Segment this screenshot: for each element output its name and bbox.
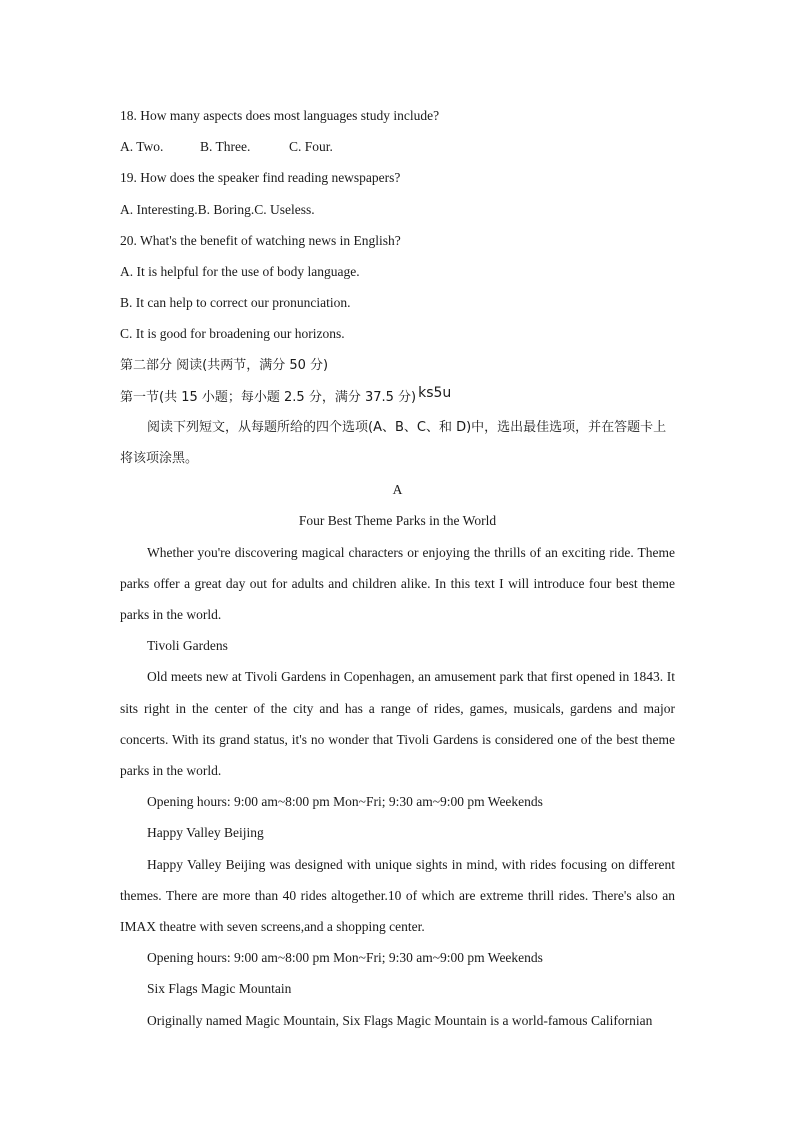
passage-title: Four Best Theme Parks in the World (298, 513, 497, 529)
option-a: A. Two. (120, 139, 164, 155)
section-sub-title: 第一节(共 15 小题；每小题 2.5 分，满分 37.5 分) (120, 389, 417, 405)
section-part-title: 第二部分 阅读(共两节，满分 50 分) (120, 357, 329, 373)
section-instructions: 阅读下列短文，从每题所给的四个选项(A、B、C、和 D)中，选出最佳选项，并在答题卡上将该项涂黑。 (120, 419, 667, 467)
option-a: A. Interesting. (120, 201, 198, 217)
watermark-text: ks5u (418, 384, 452, 401)
option-c: C. Useless. (254, 201, 315, 217)
question-18-options (120, 131, 675, 162)
exam-page (120, 100, 675, 1036)
park-description-tivoli: Old meets new at Tivoli Gardens in Copenhagen, an amusement park that first opened in 1843. It sits right in the center of the city and has a range of rides, games, musicals, gardens and major concerts. With its grand status, it's no wonder that Tivoli Gardens is considered one of the best theme parks in the world. (120, 669, 675, 779)
question-19-stem: 19. How does the speaker find reading newspapers? (120, 170, 401, 186)
section-sub-title-row (120, 381, 675, 412)
option-b: B. Three. (200, 139, 251, 155)
question-19-options (120, 194, 675, 225)
question-18-stem: 18. How many aspects does most languages study include? (120, 108, 440, 123)
option-c: C. It is good for broadening our horizons. (120, 326, 345, 342)
option-c: C. Four. (289, 139, 333, 155)
park-name-six-flags: Six Flags Magic Mountain (147, 981, 292, 997)
park-name-happy-valley: Happy Valley Beijing (147, 825, 264, 841)
park-hours-tivoli: Opening hours: 9:00 am~8:00 pm Mon~Fri; 9:30 am~9:00 pm Weekends (147, 794, 543, 810)
option-a: A. It is helpful for the use of body language. (120, 263, 360, 279)
question-20-stem: 20. What's the benefit of watching news in English? (120, 232, 401, 248)
park-hours-happy-valley: Opening hours: 9:00 am~8:00 pm Mon~Fri; 9:30 am~9:00 pm Weekends (147, 950, 543, 966)
park-description-six-flags: Originally named Magic Mountain, Six Flags Magic Mountain is a world-famous Californian (147, 1012, 653, 1028)
passage-letter: A (392, 482, 403, 498)
option-b: B. Boring. (197, 201, 255, 217)
park-description-happy-valley: Happy Valley Beijing was designed with unique sights in mind, with rides focusing on different themes. There are more than 40 rides altogether.10 of which are extreme thrill rides. There's also an IMAX theatre with seven screens,and a shopping center. (120, 856, 675, 935)
passage-intro: Whether you're discovering magical characters or enjoying the thrills of an exciting ride. Theme parks offer a great day out for adults and children alike. In this text I will introduce four best theme parks in the world. (120, 544, 675, 623)
park-name-tivoli: Tivoli Gardens (147, 638, 228, 654)
option-b: B. It can help to correct our pronunciation. (120, 295, 351, 311)
